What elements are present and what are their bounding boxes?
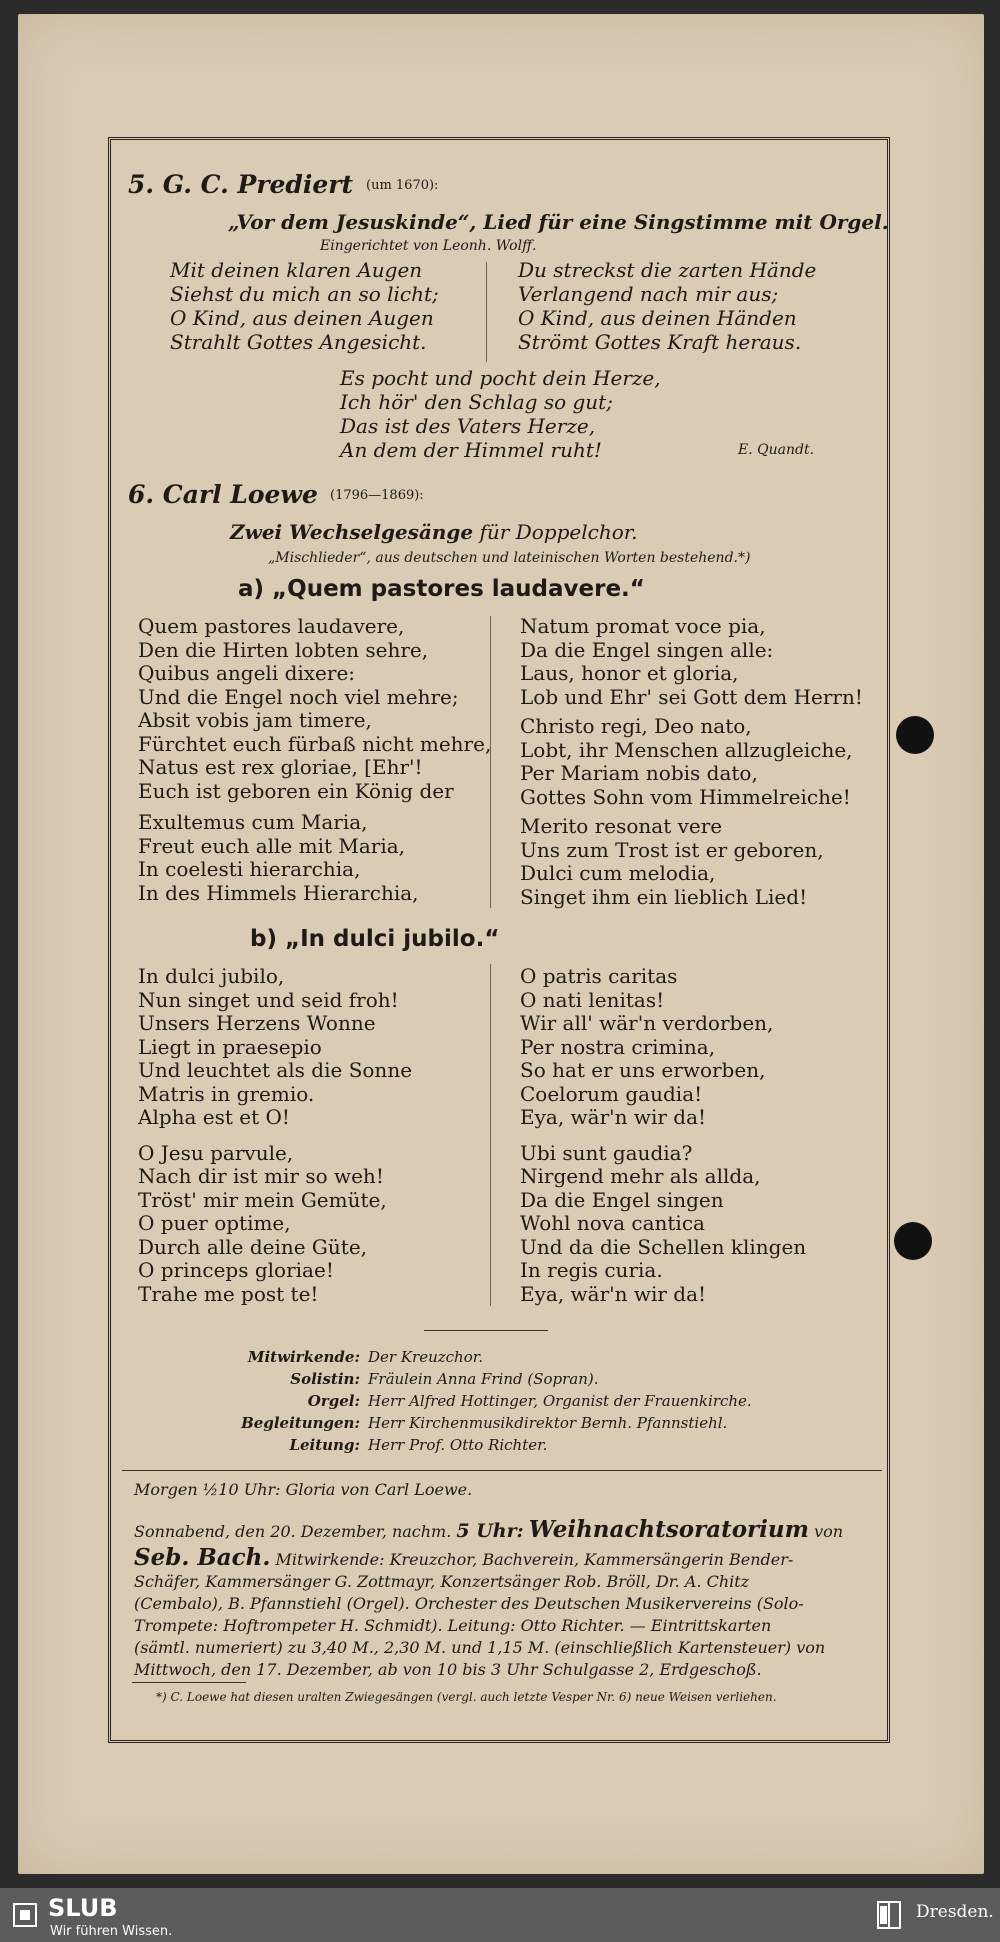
verse-line: Du streckst die zarten Hände bbox=[518, 258, 817, 282]
verse-line: Gottes Sohn vom Himmelreiche! bbox=[520, 784, 851, 809]
verse-line: Strömt Gottes Kraft heraus. bbox=[518, 330, 802, 354]
notice-line-3: Schäfer, Kammersänger G. Zottmayr, Konzertsänger Rob. Bröll, Dr. A. Chitz bbox=[134, 1572, 750, 1591]
verse-line: Merito resonat vere bbox=[520, 814, 723, 838]
slub-tagline: Wir führen Wissen. bbox=[50, 1924, 173, 1939]
verse-line: O puer optime, bbox=[138, 1211, 291, 1235]
credit-label: Mitwirkende: bbox=[247, 1348, 360, 1366]
verse-line: Und leuchtet als die Sonne bbox=[138, 1058, 413, 1082]
verse-line: Nach dir ist mir so weh! bbox=[138, 1164, 384, 1188]
section-6-title bbox=[230, 520, 637, 544]
verse-line: Mit deinen klaren Augen bbox=[170, 258, 423, 282]
verse-line: Laus, honor et gloria, bbox=[520, 661, 739, 685]
verse-line: Es pocht und pocht dein Herze, bbox=[340, 366, 661, 390]
credit-value: Herr Kirchenmusikdirektor Bernh. Pfannstiehl. bbox=[368, 1414, 728, 1432]
verse-line: Eya, wär'n wir da! bbox=[520, 1105, 707, 1129]
dresden-logo-text: Dresden. bbox=[916, 1902, 994, 1922]
verse-line: An dem der Himmel ruht! bbox=[340, 438, 602, 462]
verse-line: Ich hör' den Schlag so gut; bbox=[340, 390, 613, 414]
section-5-arranger: Eingerichtet von Leonh. Wolff. bbox=[320, 238, 537, 254]
notice-line-7: Mittwoch, den 17. Dezember, ab von 10 bis 3 Uhr Schulgasse 2, Erdgeschoß. bbox=[134, 1660, 762, 1679]
notice-line-6: (sämtl. numeriert) zu 3,40 M., 2,30 M. und 1,15 M. (einschließlich Kartensteuer) von bbox=[134, 1638, 826, 1657]
verse-line: Trahe me post te! bbox=[138, 1281, 319, 1306]
verse-line: Eya, wär'n wir da! bbox=[520, 1281, 707, 1306]
section-5-title: „Vor dem Jesuskinde“, Lied für eine Singstimme mit Orgel. bbox=[228, 210, 889, 234]
verse-line: Fürchtet euch fürbaß nicht mehre, bbox=[138, 731, 492, 756]
punch-hole bbox=[894, 1222, 932, 1260]
verse-line: Liegt in praesepio bbox=[138, 1034, 322, 1059]
verse-line: Tröst' mir mein Gemüte, bbox=[138, 1187, 387, 1212]
verse-line: Ubi sunt gaudia? bbox=[520, 1140, 693, 1165]
verse-line: O Kind, aus deinen Händen bbox=[518, 306, 797, 330]
part-a-title: a) „Quem pastores laudavere.“ bbox=[238, 576, 645, 602]
part-b-title: b) „In dulci jubilo.“ bbox=[250, 926, 500, 952]
verse-line: O princeps gloriae! bbox=[138, 1258, 334, 1282]
credit-label: Solistin: bbox=[290, 1370, 360, 1388]
verse-line: Matris in gremio. bbox=[138, 1081, 315, 1106]
credit-label: Leitung: bbox=[289, 1436, 360, 1454]
column-divider bbox=[486, 262, 487, 362]
punch-hole bbox=[896, 716, 934, 754]
notice-line-2 bbox=[134, 1544, 793, 1571]
verse-line: Nun singet und seid froh! bbox=[138, 987, 399, 1012]
verse-line: O patris caritas bbox=[520, 964, 678, 988]
verse-line: Strahlt Gottes Angesicht. bbox=[170, 330, 427, 354]
verse-line: O Kind, aus deinen Augen bbox=[170, 306, 434, 330]
verse-line: Und da die Schellen klingen bbox=[520, 1234, 807, 1259]
footnote-rule bbox=[132, 1682, 246, 1683]
section-5-date: (um 1670): bbox=[366, 178, 439, 193]
notice-von: von bbox=[814, 1522, 844, 1541]
notice-date: Sonnabend, den 20. Dezember, nachm. bbox=[134, 1522, 452, 1541]
verse-line: Nirgend mehr als allda, bbox=[520, 1164, 761, 1188]
credit-label: Orgel: bbox=[307, 1392, 360, 1410]
verse-line: Singet ihm ein lieblich Lied! bbox=[520, 884, 808, 909]
section-6-subtitle: „Mischlieder“, aus deutschen und lateinischen Worten bestehend.*) bbox=[268, 550, 751, 566]
footnote: *) C. Loewe hat diesen uralten Zwiegesängen (vergl. auch letzte Vesper Nr. 6) neue Weisen verliehen. bbox=[156, 1690, 777, 1704]
verse-line: Unsers Herzens Wonne bbox=[138, 1011, 376, 1035]
credit-value: Herr Prof. Otto Richter. bbox=[368, 1436, 548, 1454]
verse-line: Das ist des Vaters Herze, bbox=[340, 414, 596, 438]
verse-line: Per nostra crimina, bbox=[520, 1034, 716, 1059]
section-6-heading: 6. Carl Loewe bbox=[128, 480, 318, 509]
verse-line: Absit vobis jam timere, bbox=[138, 708, 372, 732]
notice-tomorrow: Morgen ½10 Uhr: Gloria von Carl Loewe. bbox=[134, 1480, 473, 1499]
verse-line: Natus est rex gloriae, [Ehr'! bbox=[138, 755, 423, 779]
verse-line: Durch alle deine Güte, bbox=[138, 1234, 368, 1259]
verse-line: Lobt, ihr Menschen allzugleiche, bbox=[520, 737, 853, 762]
notice-line-4: (Cembalo), B. Pfannstiehl (Orgel). Orchester des Deutschen Musikervereins (Solo- bbox=[134, 1594, 804, 1613]
verse-line: Wohl nova cantica bbox=[520, 1211, 705, 1235]
verse-line: In regis curia. bbox=[520, 1258, 663, 1282]
verse-line: O Jesu parvule, bbox=[138, 1140, 294, 1165]
verse-line: Coelorum gaudia! bbox=[520, 1081, 703, 1106]
verse-line: Euch ist geboren ein König der bbox=[138, 778, 454, 803]
separator-line bbox=[424, 1330, 548, 1331]
notice-time: 5 Uhr: bbox=[456, 1520, 524, 1542]
verse-line: Da die Engel singen alle: bbox=[520, 637, 774, 662]
verse-line: Exultemus cum Maria, bbox=[138, 810, 368, 834]
notice-line-1 bbox=[134, 1516, 843, 1543]
notice-work-title: Weihnachtsoratorium bbox=[528, 1516, 809, 1543]
section-6-date: (1796—1869): bbox=[330, 488, 424, 503]
verse-line: Verlangend nach mir aus; bbox=[518, 282, 779, 306]
verse-line: In des Himmels Hierarchia, bbox=[138, 880, 419, 905]
notice-line-5: Trompete: Hoftrompeter H. Schmidt). Leitung: Otto Richter. — Eintrittskarten bbox=[134, 1616, 772, 1635]
verse-line: Dulci cum melodia, bbox=[520, 861, 716, 885]
column-divider bbox=[490, 616, 491, 908]
verse-line: Da die Engel singen bbox=[520, 1187, 724, 1212]
verse-line: Siehst du mich an so licht; bbox=[170, 282, 439, 306]
separator-line bbox=[122, 1470, 882, 1471]
notice-performers: Mitwirkende: Kreuzchor, Bachverein, Kammersängerin Bender- bbox=[275, 1550, 794, 1569]
verse-line: Per Mariam nobis dato, bbox=[520, 761, 758, 785]
verse-line: Freut euch alle mit Maria, bbox=[138, 833, 406, 858]
column-divider bbox=[490, 964, 491, 1306]
credit-value: Der Kreuzchor. bbox=[368, 1348, 484, 1366]
verse-line: Wir all' wär'n verdorben, bbox=[520, 1011, 774, 1035]
library-footer-bar bbox=[0, 1888, 1000, 1942]
dresden-coat-of-arms-icon bbox=[876, 1900, 902, 1930]
credit-value: Fräulein Anna Frind (Sopran). bbox=[368, 1370, 599, 1388]
credit-label: Begleitungen: bbox=[241, 1414, 360, 1432]
verse-line: Quibus angeli dixere: bbox=[138, 661, 356, 685]
section-5-author: E. Quandt. bbox=[738, 442, 815, 458]
verse-line: Uns zum Trost ist er geboren, bbox=[520, 837, 824, 862]
section-6-title-bold: Zwei Wechselgesänge bbox=[230, 520, 474, 544]
verse-line: O nati lenitas! bbox=[520, 987, 665, 1012]
verse-line: So hat er uns erworben, bbox=[520, 1058, 766, 1082]
credit-value: Herr Alfred Hottinger, Organist der Frauenkirche. bbox=[368, 1392, 752, 1410]
verse-line: Den die Hirten lobten sehre, bbox=[138, 637, 429, 662]
verse-line: Natum promat voce pia, bbox=[520, 614, 766, 638]
section-5-heading: 5. G. C. Prediert bbox=[128, 170, 354, 199]
verse-line: Quem pastores laudavere, bbox=[138, 614, 405, 638]
verse-line: Alpha est et O! bbox=[138, 1105, 290, 1129]
slub-logo-text: SLUB bbox=[48, 1894, 118, 1922]
verse-line: Und die Engel noch viel mehre; bbox=[138, 684, 459, 709]
verse-line: Lob und Ehr' sei Gott dem Herrn! bbox=[520, 684, 863, 709]
notice-composer: Seb. Bach. bbox=[134, 1544, 271, 1571]
section-6-title-rest: für Doppelchor. bbox=[479, 520, 638, 544]
verse-line: In coelesti hierarchia, bbox=[138, 857, 361, 881]
verse-line: In dulci jubilo, bbox=[138, 964, 285, 988]
slub-logo-icon bbox=[12, 1900, 38, 1930]
verse-line: Christo regi, Deo nato, bbox=[520, 714, 752, 738]
